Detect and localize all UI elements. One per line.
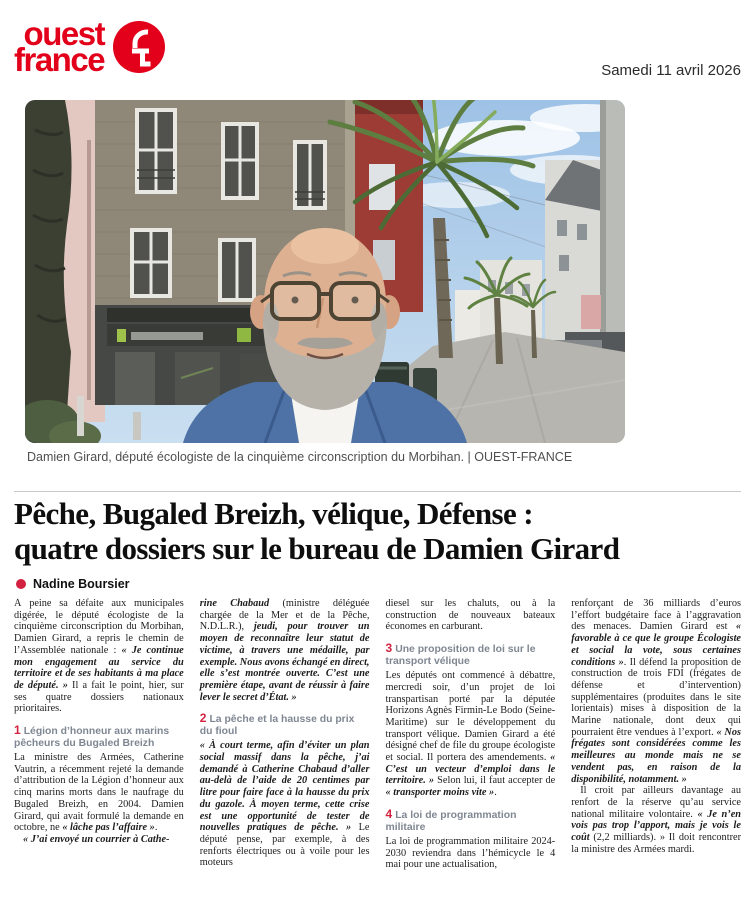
article-columns bbox=[14, 598, 741, 896]
article-paragraph: Il croit par ailleurs davantage au renfort de la réserve qu’au service national militaire volontaire. « Je n’en vois pas trop l’apport, mais je vois le coût (2,2 milliards). » Il doit rencontrer la ministre des Armées mardi. bbox=[571, 785, 741, 855]
logo-line-2: france bbox=[14, 41, 105, 78]
article-paragraph: diesel sur les chaluts, ou à la construction de nouveaux bateaux économes en carburant. bbox=[385, 598, 556, 633]
logo-line-1: ouest bbox=[23, 15, 105, 52]
article-paragraph: Les députés ont commencé à débattre, mercredi soir, d’un projet de loi transpartisan porté par la députée Horizons Agnès Firmin-Le Bodo (Seine-Maritime) sur le développement du transport vélique. Damien Girard a été désigné chef de file du groupe écologiste et social. Il portera des amendements. « C’est un vecteur d’emploi dans le territoire. » Selon lui, il faut accepter de « transporter moins vite ». bbox=[385, 670, 556, 799]
byline bbox=[16, 577, 130, 591]
section-number: 3 bbox=[385, 641, 393, 656]
article-column bbox=[386, 598, 556, 896]
headline bbox=[14, 496, 741, 566]
ouest-france-logo-icon bbox=[112, 20, 166, 74]
byline-author: Nadine Boursier bbox=[33, 577, 130, 591]
headline-line-1: Pêche, Bugaled Breizh, vélique, Défense : bbox=[14, 496, 533, 531]
section-number: 1 bbox=[14, 723, 21, 738]
article-column bbox=[14, 598, 184, 896]
article-column bbox=[571, 598, 741, 896]
headline-line-2: quatre dossiers sur le bureau de Damien Girard bbox=[14, 531, 620, 566]
article-paragraph: À peine sa défaite aux municipales digérée, le député écologiste de la cinquième circonscription du Morbihan, Damien Girard, a repris le chemin de l’Assemblée nationale : « Je continue mon engagement au service du territoire et de ses habitants à ma place de député. » Il a fait le point, hier, sur ses quatre dossiers nationaux prioritaires. bbox=[14, 598, 184, 715]
masthead bbox=[14, 15, 741, 79]
article-paragraph: rine Chabaud (ministre déléguée chargée de la Mer et de la Pêche, N.D.L.R.), jeudi, pour trouver un moyen de reconnaître leur statut de victime, à travers une médaille, par exemple. Nous avons échangé en direct, elle s’est montrée ouverte. C’est une première étape, avant de réussir à faire lever le secret d’État. » bbox=[199, 598, 370, 703]
photo-caption: Damien Girard, député écologiste de la cinquième circonscription du Morbihan. | OUEST-FRANCE bbox=[27, 450, 573, 464]
ouest-france-logo[interactable] bbox=[14, 15, 166, 78]
section-number: 4 bbox=[385, 806, 393, 821]
divider-rule bbox=[14, 491, 741, 492]
ouest-france-logo-text bbox=[14, 15, 105, 78]
article-column bbox=[200, 598, 370, 896]
section-number: 2 bbox=[199, 711, 207, 726]
article-paragraph: « J’ai envoyé un courrier à Cathe- bbox=[23, 833, 170, 845]
edition-date: Samedi 11 avril 2026 bbox=[601, 62, 741, 79]
section-subhead: 4 La loi de programmation militaire bbox=[385, 806, 517, 833]
article-photo bbox=[25, 100, 625, 443]
article-paragraph: La loi de programmation militaire 2024-2030 reviendra dans l’hémicycle le 4 mai pour une actualisation, bbox=[385, 835, 556, 871]
article-paragraph: renforçant de 36 milliards d’euros l’effort budgétaire face à l’aggravation des menaces. Damien Girard est « favorable à ce que le groupe Écologiste et social la vote, sous certaines conditions ». Il défend la proposition de construction de trois FDI (frégates de défense et d’intervention) supplémentaires (produites dans le site lorientais) mises à disposition de la Marine nationale, dont deux qui pourraient être vendues à l’export. « Nos frégates sont considérées comme les meilleures au monde mais ne se vendent pas, en raison de la disponibilité, notamment. » bbox=[571, 598, 741, 785]
article-paragraph: « À court terme, afin d’éviter un plan social massif dans la pêche, j’ai demandé à Catherine Chabaud d’aller au-delà de l’aide de 20 centimes par litre pour faire face à la hausse du prix du gazole. À moyen terme, cette crise est une opportunité de tester de nouvelles pratiques de pêche. » Le député pense, par exemple, à des renforts électriques ou à voile pour les moteurs bbox=[199, 740, 370, 869]
byline-dot-icon bbox=[16, 579, 26, 589]
section-subhead: 1 Légion d’honneur aux marins pêcheurs du Bugaled Breizh bbox=[14, 723, 170, 750]
article-paragraph: La ministre des Armées, Catherine Vautrin, a récemment rejeté la demande d’attribution de la Légion d’honneur aux cinq marins morts dans le naufrage du Bugaled Breizh, en 2004. Damien Girard, qui avait formulé la demande en octobre, ne « lâche pas l’affaire ». bbox=[14, 752, 184, 834]
section-subhead: 3 Une proposition de loi sur le transport vélique bbox=[385, 641, 536, 668]
street-portrait-illustration bbox=[25, 100, 625, 443]
section-subhead: 2 La pêche et la hausse du prix du fioul bbox=[199, 711, 355, 738]
